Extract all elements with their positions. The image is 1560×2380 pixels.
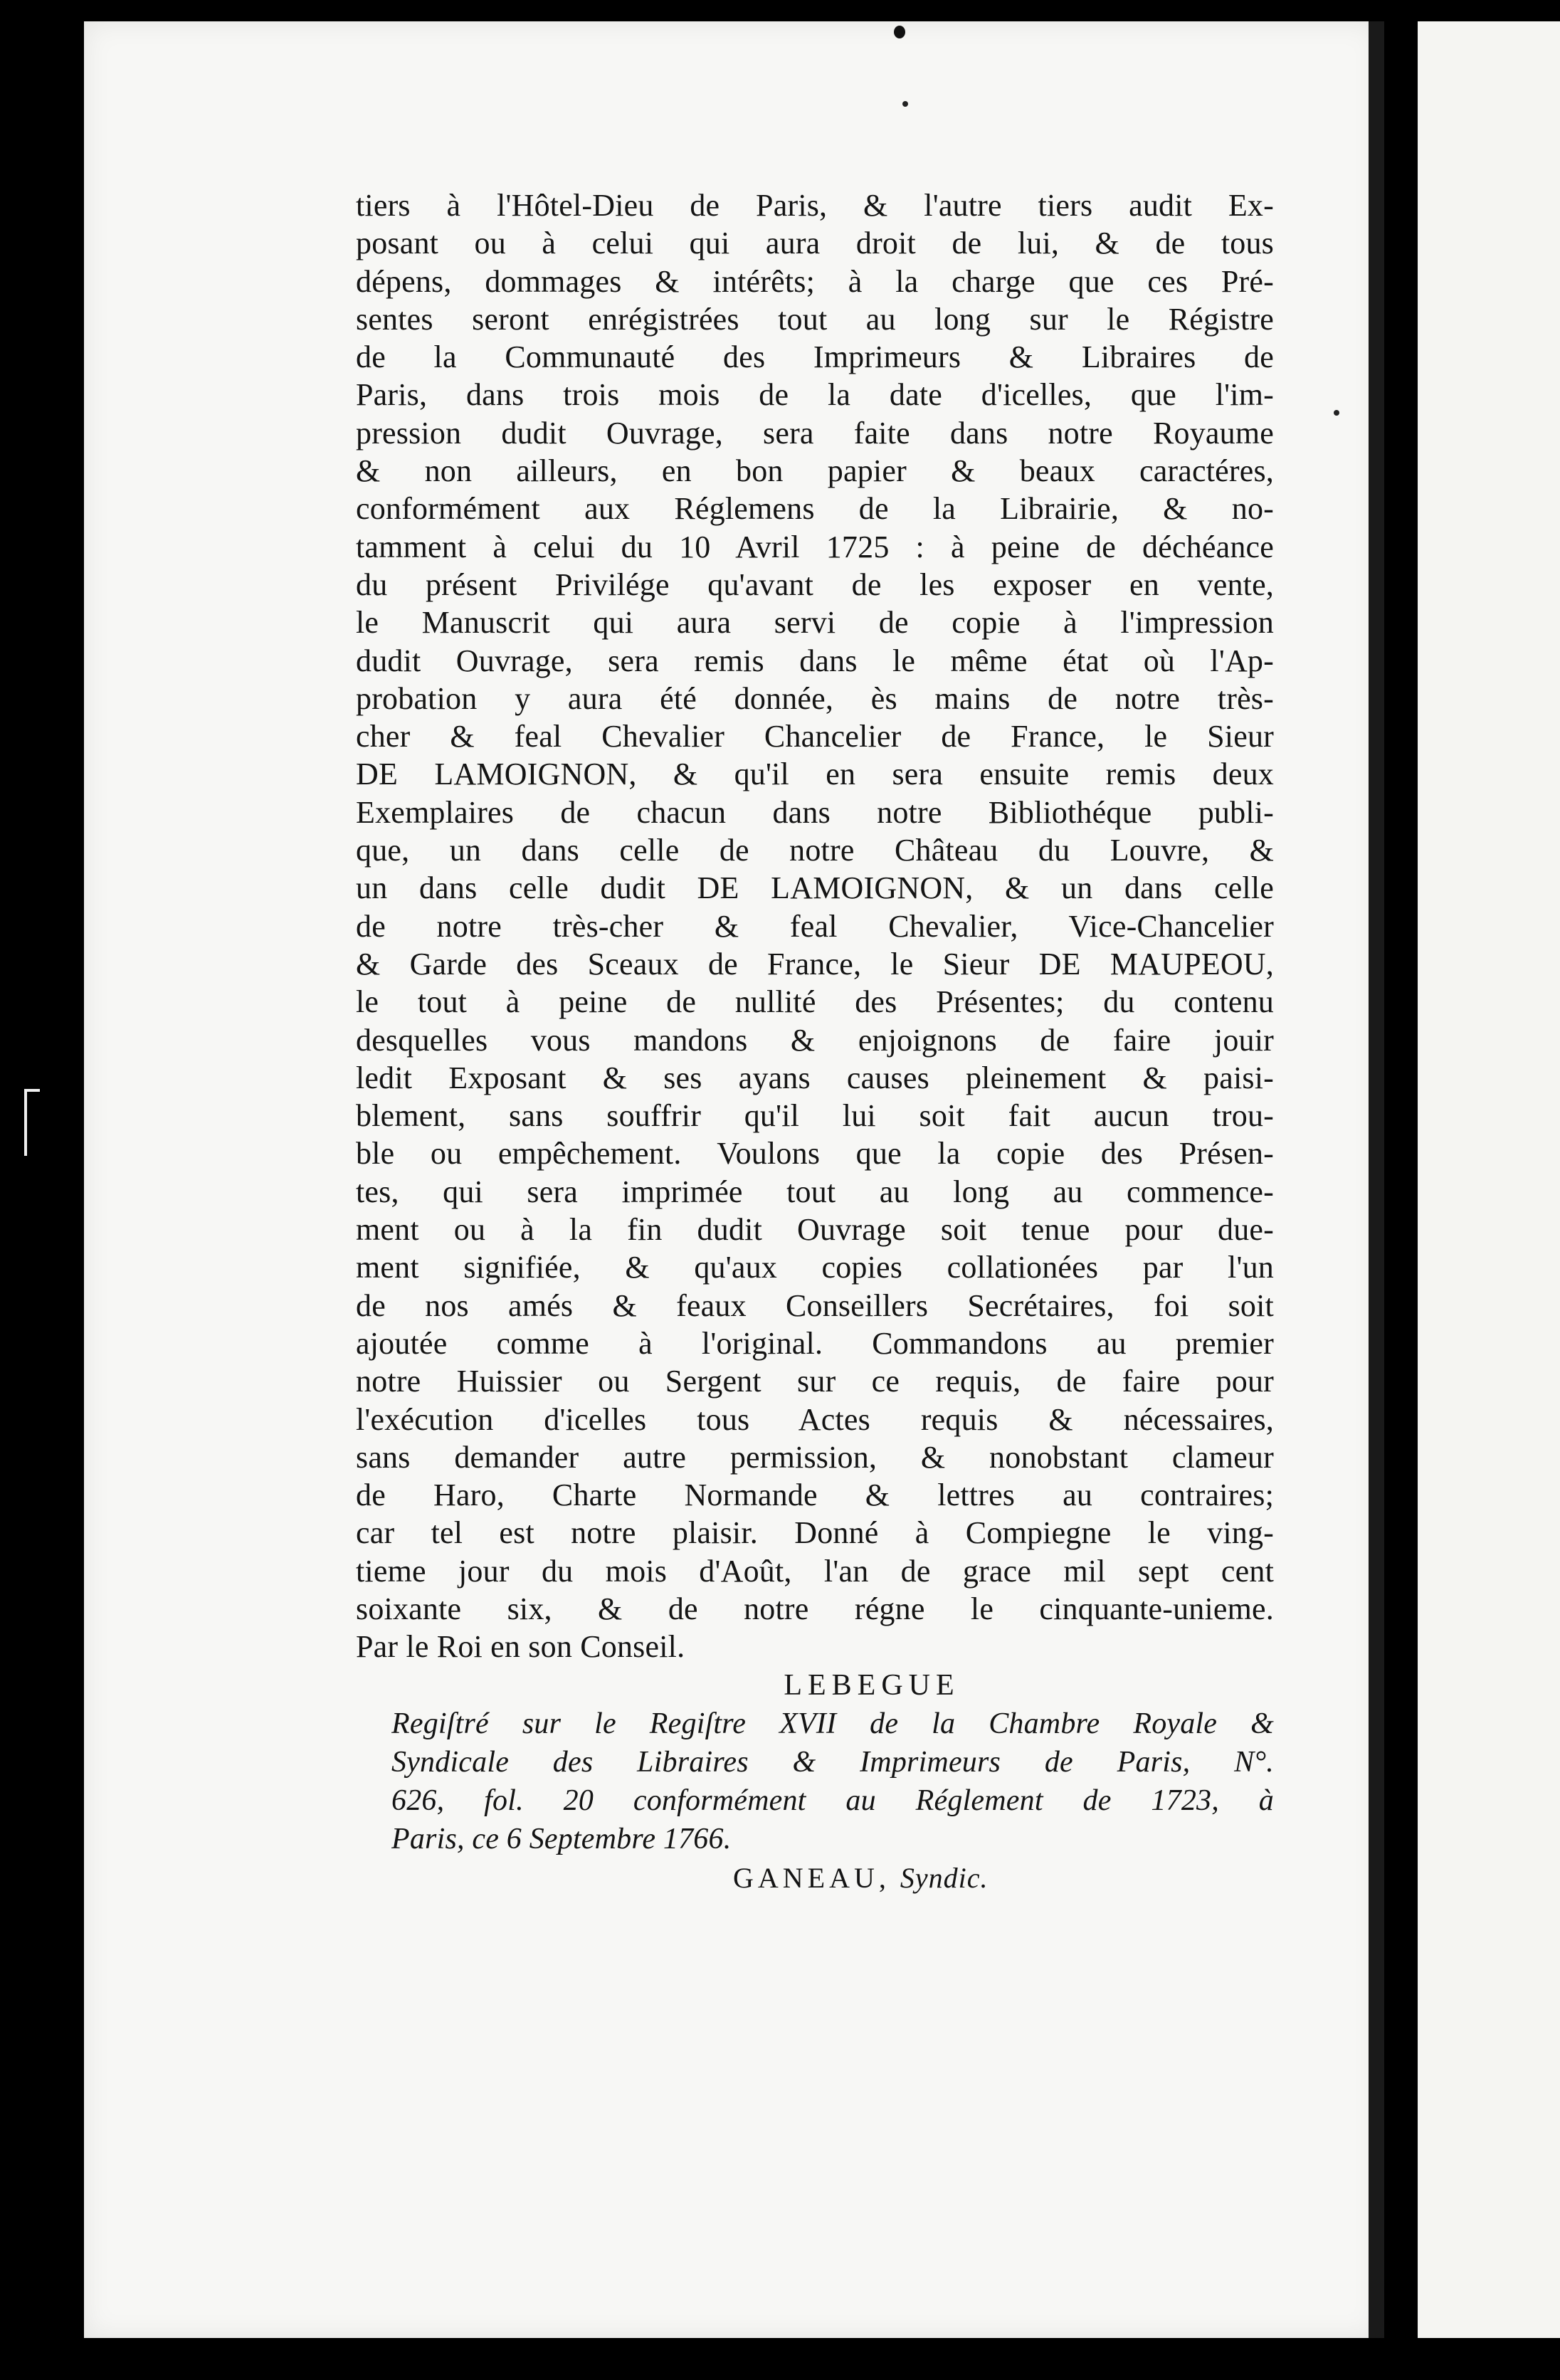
text-line: du présent Privilége qu'avant de les exposer en vente, [356, 567, 1274, 602]
text-line: probation y aura été donnée, ès mains de notre très- [356, 680, 1274, 716]
registrar-title: Syndic. [900, 1861, 989, 1894]
text-line: ajoutée comme à l'original. Commandons au premier [356, 1325, 1274, 1361]
text-line: tamment à celui du 10 Avril 1725 : à peine de déchéance [356, 529, 1274, 564]
text-line: tiers à l'Hôtel-Dieu de Paris, & l'autre tiers audit Ex- [356, 188, 1274, 223]
text-line: ment signifiée, & qu'aux copies collationées par l'un [356, 1250, 1274, 1285]
text-line: Par le Roi en son Conseil. [356, 1629, 685, 1665]
text-line: pression dudit Ouvrage, sera faite dans notre Royaume [356, 415, 1274, 451]
ink-spot-icon [1334, 410, 1339, 416]
text-line: posant ou à celui qui aura droit de lui, & de tous [356, 226, 1274, 261]
registry-line: 626, fol. 20 conformément au Réglement de 1723, à [391, 1784, 1274, 1817]
signature: LEBEGUE [784, 1668, 960, 1702]
registry-note [356, 1705, 1274, 1858]
text-line: sentes seront enrégistrées tout au long sur le Régistre [356, 301, 1274, 337]
text-line: blement, sans souffrir qu'il lui soit fait aucun trou- [356, 1098, 1274, 1134]
text-line: un dans celle dudit DE LAMOIGNON, & un dans celle [356, 870, 1274, 906]
text-line: de nos amés & feaux Conseillers Secrétaires, foi soit [356, 1288, 1274, 1323]
registry-line: Regiſtré sur le Regiſtre XVII de la Chambre Royale & [391, 1707, 1274, 1740]
text-line: dudit Ouvrage, sera remis dans le même état où l'Ap- [356, 643, 1274, 678]
text-line: cher & feal Chevalier Chancelier de France, le Sieur [356, 719, 1274, 754]
ink-spot-icon [902, 101, 908, 107]
registry-line: Paris, ce 6 Septembre 1766. [391, 1822, 732, 1855]
text-line: que, un dans celle de notre Château du Louvre, & [356, 833, 1274, 868]
registry-line: Syndicale des Libraires & Imprimeurs de Paris, N°. [391, 1745, 1274, 1779]
text-line: le tout à peine de nullité des Présentes; du contenu [356, 984, 1274, 1020]
text-line: & Garde des Sceaux de France, le Sieur DE MAUPEOU, [356, 946, 1274, 981]
text-line: de la Communauté des Imprimeurs & Libraires de [356, 339, 1274, 375]
text-line: dépens, dommages & intérêts; à la charge que ces Pré- [356, 263, 1274, 299]
text-line: & non ailleurs, en bon papier & beaux caractéres, [356, 453, 1274, 489]
privilege-text [356, 186, 1274, 1898]
text-line: car tel est notre plaisir. Donné à Compiegne le ving- [356, 1515, 1274, 1551]
text-line: Exemplaires de chacun dans notre Bibliothéque publi- [356, 794, 1274, 830]
registrar-name: GANEAU, [733, 1861, 890, 1894]
text-line: de Haro, Charte Normande & lettres au contraires; [356, 1478, 1274, 1513]
text-line: tes, qui sera imprimée tout au long au commence- [356, 1174, 1274, 1209]
text-line: de notre très-cher & feal Chevalier, Vice-Chancelier [356, 908, 1274, 944]
facing-page-edge [1418, 21, 1560, 2338]
text-line: soixante six, & de notre régne le cinquante-unieme. [356, 1591, 1274, 1626]
text-line: le Manuscrit qui aura servi de copie à l'impression [356, 605, 1274, 641]
text-line: l'exécution d'icelles tous Actes requis & nécessaires, [356, 1401, 1274, 1437]
text-line: sans demander autre permission, & nonobstant clameur [356, 1439, 1274, 1475]
registrar-signature [356, 1858, 1274, 1898]
text-line: tieme jour du mois d'Août, l'an de grace mil sept cent [356, 1553, 1274, 1589]
text-line: ment ou à la fin dudit Ouvrage soit tenue pour due- [356, 1212, 1274, 1248]
text-line: conformément aux Réglemens de la Librairie, & no- [356, 491, 1274, 527]
text-line: notre Huissier ou Sergent sur ce requis, de faire pour [356, 1364, 1274, 1399]
text-line: ble ou empêchement. Voulons que la copie des Présen- [356, 1136, 1274, 1171]
scan-corner-mark-icon [24, 1089, 40, 1156]
text-line: ledit Exposant & ses ayans causes pleinement & paisi- [356, 1060, 1274, 1095]
printer-mark-icon [894, 26, 905, 38]
text-line: desquelles vous mandons & enjoignons de faire jouir [356, 1022, 1274, 1058]
page-gutter-shadow [1369, 21, 1384, 2338]
text-line: DE LAMOIGNON, & qu'il en sera ensuite remis deux [356, 757, 1274, 792]
text-line: Paris, dans trois mois de la date d'icelles, que l'im- [356, 377, 1274, 413]
